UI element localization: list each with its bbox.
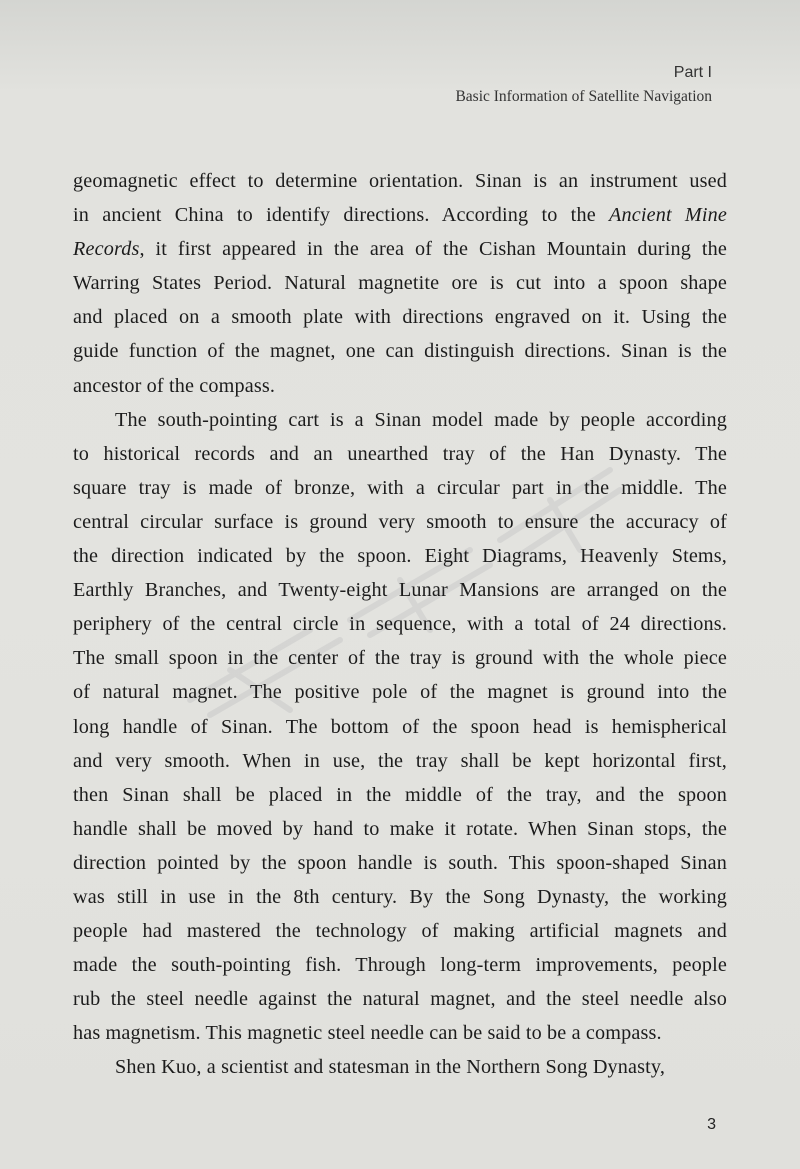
- book-title-italic: Records: [73, 238, 140, 261]
- text-line: rub the steel needle against the natural magnet, and the steel needle also: [73, 988, 727, 1011]
- text-line: handle shall be moved by hand to make it rotate. When Sinan stops, the: [73, 817, 727, 840]
- page-number: 3: [707, 1116, 716, 1133]
- text-line: then Sinan shall be placed in the middle of the tray, and the spoon: [73, 783, 727, 806]
- text-line: [73, 198, 727, 232]
- text-line: guide function of the magnet, one can distinguish directions. Sinan is the: [73, 340, 727, 363]
- text-line: to historical records and an unearthed tray of the Han Dynasty. The: [73, 442, 727, 465]
- text-line: was still in use in the 8th century. By the Song Dynasty, the working: [73, 885, 727, 908]
- text-line: geomagnetic effect to determine orientation. Sinan is an instrument used: [73, 170, 727, 192]
- paragraph-shen-kuo: [73, 1050, 727, 1084]
- text-line: The small spoon in the center of the tray is ground with the whole piece: [73, 647, 727, 670]
- text-line: ancestor of the compass.: [73, 374, 276, 397]
- text-line: made the south-pointing fish. Through long-term improvements, people: [73, 954, 727, 977]
- book-title-italic: Ancient Mine: [609, 204, 728, 227]
- paragraph-sinan: [73, 164, 727, 403]
- text-line: has magnetism. This magnetic steel needle can be said to be a compass.: [73, 1022, 662, 1045]
- text-line: of natural magnet. The positive pole of the magnet is ground into the: [73, 681, 727, 704]
- part-label: Part I: [673, 64, 712, 81]
- text-line: [73, 232, 727, 266]
- text-line: Shen Kuo, a scientist and statesman in the Northern Song Dynasty,: [115, 1056, 666, 1079]
- text-line: and very smooth. When in use, the tray shall be kept horizontal first,: [73, 749, 727, 772]
- text-line: and placed on a smooth plate with directions engraved on it. Using the: [73, 306, 727, 329]
- text-line: direction pointed by the spoon handle is south. This spoon-shaped Sinan: [73, 851, 727, 874]
- text-line: Warring States Period. Natural magnetite ore is cut into a spoon shape: [73, 272, 727, 295]
- text-line: the direction indicated by the spoon. Eight Diagrams, Heavenly Stems,: [73, 545, 727, 568]
- text-line: Earthly Branches, and Twenty-eight Lunar Mansions are arranged on the: [73, 579, 727, 602]
- running-header: [455, 62, 712, 108]
- text-line: periphery of the central circle in sequence, with a total of 24 directions.: [73, 613, 727, 636]
- section-title: Basic Information of Satellite Navigation: [455, 88, 712, 105]
- text-line: long handle of Sinan. The bottom of the spoon head is hemispherical: [73, 715, 727, 738]
- body-text: [73, 164, 727, 1085]
- text-segment: , it first appeared in the area of the Cishan Mountain during the: [139, 238, 727, 261]
- text-line: people had mastered the technology of making artificial magnets and: [73, 920, 727, 943]
- text-line: central circular surface is ground very smooth to ensure the accuracy of: [73, 510, 727, 533]
- text-line: square tray is made of bronze, with a circular part in the middle. The: [73, 476, 727, 499]
- paragraph-south-pointing-cart: [73, 403, 727, 1051]
- text-segment: in ancient China to identify directions. According to the: [73, 204, 610, 227]
- text-line: The south-pointing cart is a Sinan model made by people according: [115, 408, 727, 431]
